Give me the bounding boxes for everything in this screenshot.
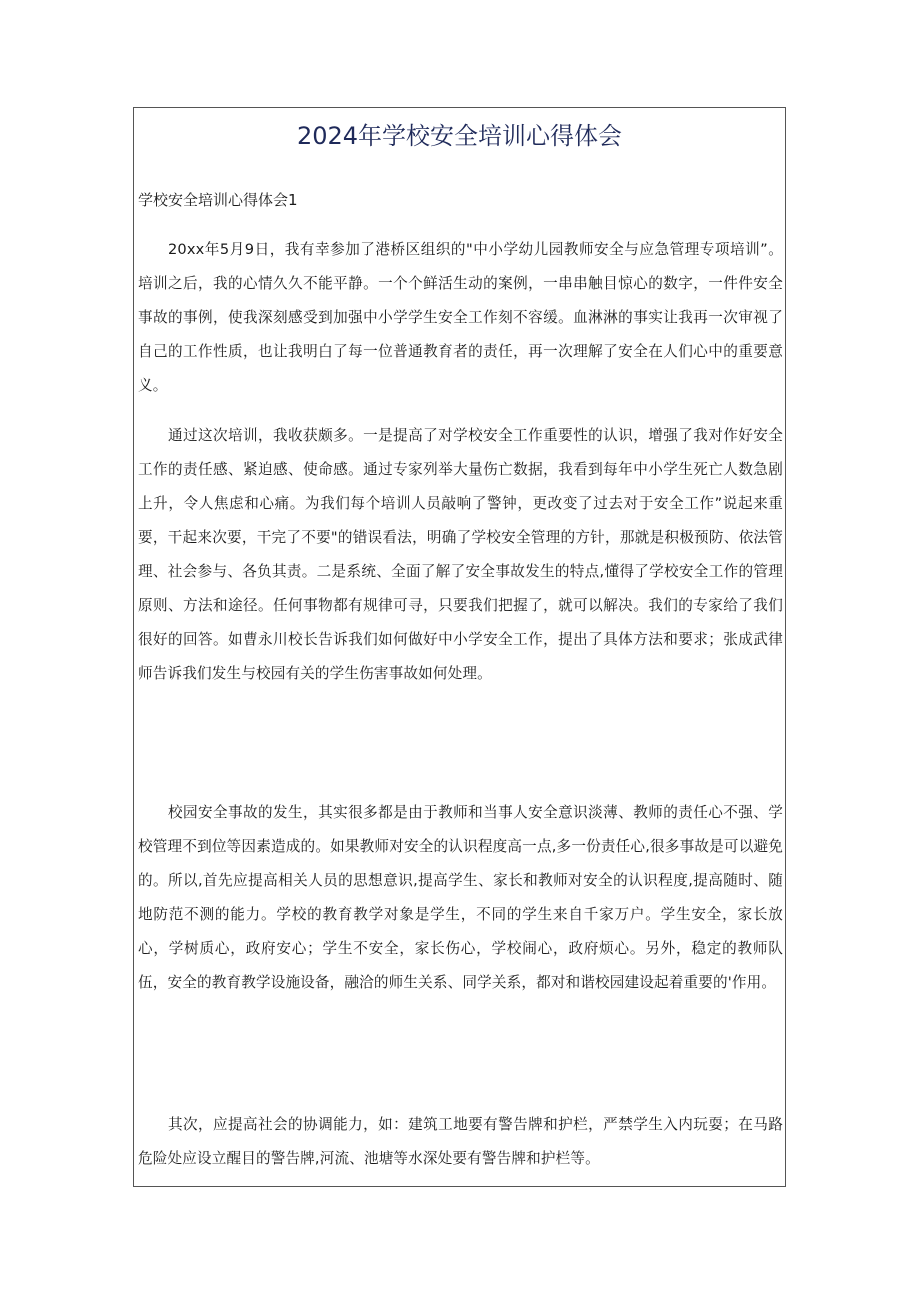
paragraph-3: 校园安全事故的发生，其实很多都是由于教师和当事人安全意识淡薄、教师的责任心不强、学校管理不到位等因素造成的。如果教师对安全的认识程度高一点,多一份责任心,很多事故是可以避免的。所以,首先应提高相关人员的思想意识,提高学生、家长和教师对安全的认识程度,提高随时、随地防范不测的能力。学校的教育教学对象是学生，不同的学生来自千家万户。学生安全，家长放心，学树质心，政府安心；学生不安全，家长伤心，学校闹心，政府烦心。另外，稳定的教师队伍，安全的教育教学设施设备，融洽的师生关系、同学关系，都对和谐校园建设起着重要的'作用。 — [138, 804, 783, 991]
document-title: 2024年学校安全培训心得体会 — [296, 122, 623, 150]
paragraph-1: 20xx年5月9日，我有幸参加了港桥区组织的"中小学幼儿园教师安全与应急管理专项培训”。培训之后，我的心情久久不能平静。一个个鲜活生动的案例，一串串触目惊心的数字，一件件安全事故的事例，使我深刻感受到加强中小学学生安全工作刻不容缓。血淋淋的事实让我再一次审视了自己的工作性质，也让我明白了每一位普通教育者的责任，再一次理解了安全在人们心中的重要意义。 — [138, 241, 783, 394]
paragraph-2: 通过这次培训，我收获颇多。一是提高了对学校安全工作重要性的认识，增强了我对作好安全工作的责任感、紧迫感、使命感。通过专家列举大量伤亡数据，我看到每年中小学生死亡人数急剧上升，令人焦虑和心痛。为我们每个培训人员敲响了警钟，更改变了过去对于安全工作”说起来重要，干起来次要，干完了不要"的错误看法，明确了学校安全管理的方针，那就是积极预防、依法管理、社会参与、各负其责。二是系统、全面了解了安全事故发生的特点,懂得了学校安全工作的管理原则、方法和途径。任何事物都有规律可寻，只要我们把握了，就可以解决。我们的专家给了我们很好的回答。如曹永川校长告诉我们如何做好中小学安全工作，提出了具体方法和要求；张成武律师告诉我们发生与校园有关的学生伤害事故如何处理。 — [138, 427, 783, 682]
document-page — [133, 107, 786, 1187]
paragraph-4: 其次，应提高社会的协调能力，如：建筑工地要有警告牌和护栏，严禁学生入内玩耍；在马路危险处应设立醒目的警告牌,河流、池塘等水深处要有警告牌和护栏等。 — [138, 1116, 783, 1167]
section-heading: 学校安全培训心得体会1 — [138, 191, 298, 209]
